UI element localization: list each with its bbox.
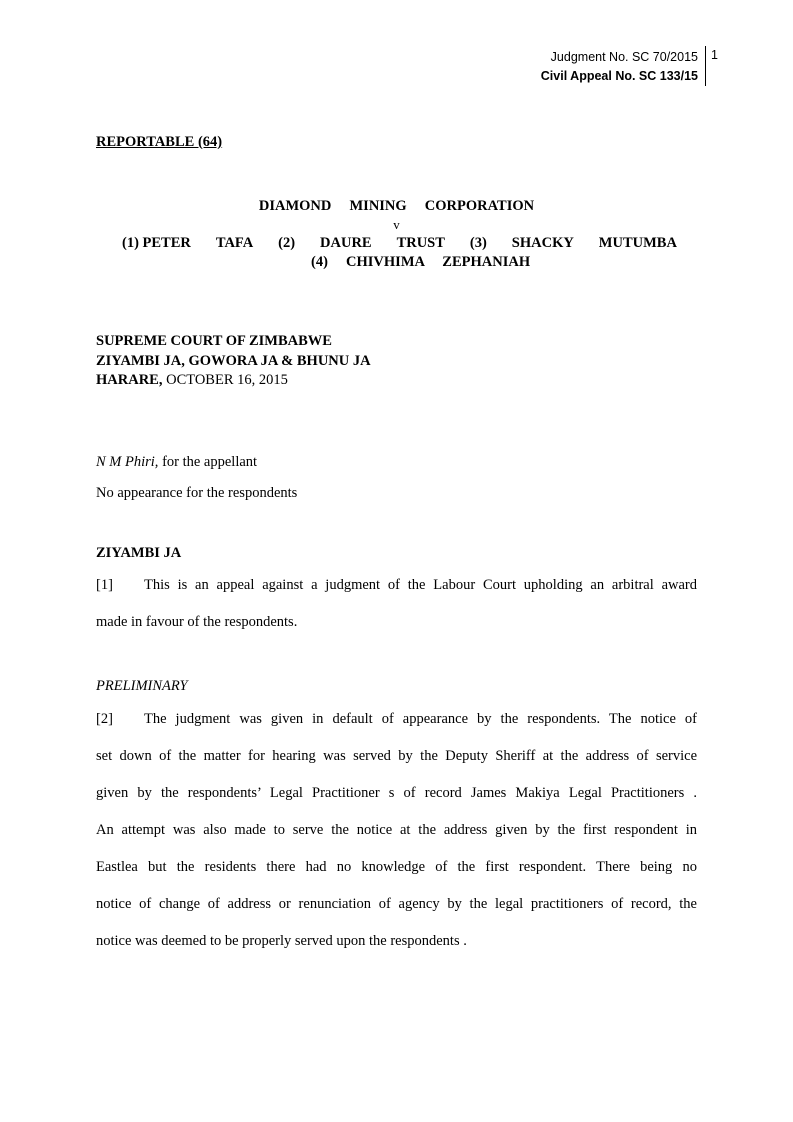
court-name: SUPREME COURT OF ZIMBABWE: [96, 333, 332, 349]
page-number: 1: [711, 48, 718, 62]
paragraph-line: [96, 575, 697, 612]
counsel-name: N M Phiri,: [96, 454, 159, 470]
paragraph-text: An attempt was also made to serve the notice at the address given by the first respondent in: [96, 822, 697, 838]
paragraph-line: [96, 931, 697, 968]
paragraph-text: given by the respondents’ Legal Practitioner s of record James Makiya Legal Practitioners .: [96, 785, 697, 801]
hearing-place-date: [96, 372, 288, 389]
hearing-date: OCTOBER 16, 2015: [162, 372, 288, 388]
paragraph-line: [96, 746, 697, 783]
paragraph-line: [96, 857, 697, 894]
header-divider: [705, 46, 706, 86]
respondent-word: SHACKY: [511, 235, 574, 251]
document-header: [541, 48, 698, 86]
respondents-line-2: (4) CHIVHIMA ZEPHANIAH: [311, 254, 531, 270]
respondent-word: (1) PETER: [122, 235, 191, 251]
paragraph-number: [1]: [96, 577, 113, 593]
paragraph-text: notice of change of address or renunciation of agency by the legal practitioners of record, the: [96, 896, 697, 912]
judgment-number: Judgment No. SC 70/2015: [550, 50, 698, 64]
paragraph-text: notice was deemed to be properly served upon the respondents .: [96, 933, 467, 949]
respondents-line-1: [122, 235, 677, 252]
appellant-name: DIAMOND MINING CORPORATION: [258, 198, 535, 214]
respondent-word: (2): [278, 235, 296, 251]
judge-heading: ZIYAMBI JA: [96, 545, 182, 561]
respondent-word: TAFA: [215, 235, 254, 251]
paragraph-text: Eastlea but the residents there had no knowledge of the first respondent. There being no: [96, 859, 697, 875]
appellant-counsel: [96, 454, 257, 471]
paragraph-line: [96, 820, 697, 857]
section-heading: PRELIMINARY: [96, 678, 188, 694]
paragraph-text: made in favour of the respondents.: [96, 614, 298, 630]
paragraph-text: set down of the matter for hearing was served by the Deputy Sheriff at the address of service: [96, 748, 697, 764]
versus-label: v: [393, 217, 400, 232]
paragraph-line: [96, 612, 697, 649]
paragraph-number: [2]: [96, 711, 113, 727]
paragraph-2: [96, 709, 697, 968]
hearing-place: HARARE,: [96, 372, 163, 388]
counsel-role: for the appellant: [158, 454, 258, 470]
paragraph-text: The judgment was given in default of appearance by the respondents. The notice of: [144, 711, 697, 727]
paragraph-text: This is an appeal against a judgment of the Labour Court upholding an arbitral award: [144, 577, 697, 593]
paragraph-line: [96, 709, 697, 746]
respondent-word: DAURE: [320, 235, 372, 251]
paragraph-line: [96, 894, 697, 931]
respondent-word: MUTUMBA: [598, 235, 677, 251]
respondent-word: (3): [469, 235, 487, 251]
paragraph-line: [96, 783, 697, 820]
respondent-word: TRUST: [396, 235, 445, 251]
reportable-label: REPORTABLE (64): [96, 134, 223, 150]
paragraph-1: [96, 575, 697, 649]
respondents-appearance: No appearance for the respondents: [96, 485, 298, 501]
judges-list: ZIYAMBI JA, GOWORA JA & BHUNU JA: [96, 353, 371, 369]
civil-appeal-number: Civil Appeal No. SC 133/15: [540, 69, 698, 83]
